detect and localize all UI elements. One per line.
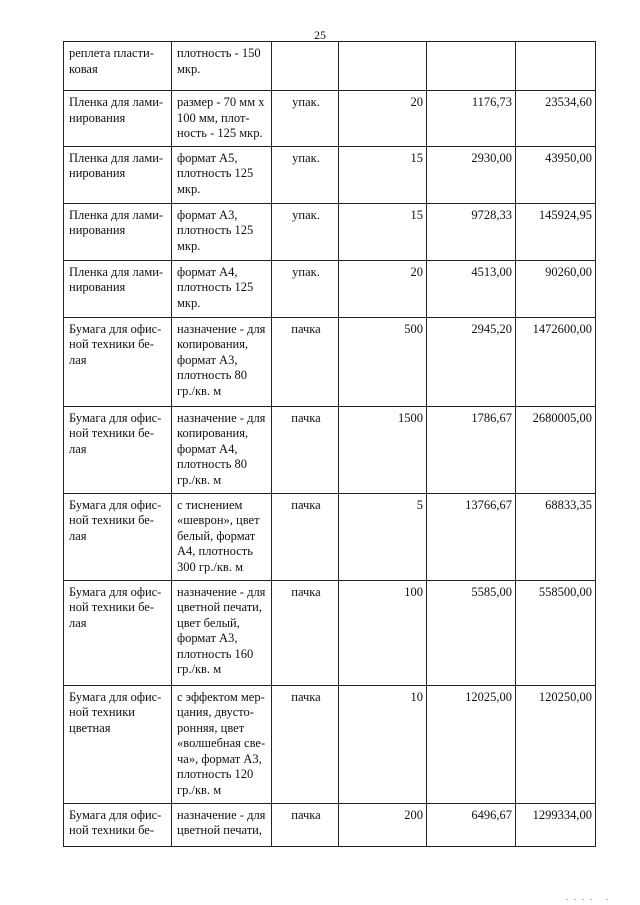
item-spec: формат А3, плотность 125 мкр. — [177, 207, 254, 253]
item-price: 13766,67 — [465, 497, 512, 512]
table-row — [64, 146, 596, 203]
item-name: Пленка для лами- нирования — [69, 264, 164, 294]
item-name: Бумага для офис- ной техники бе- лая — [69, 584, 162, 630]
item-name: Бумага для офис- ной техники бе- лая — [69, 497, 162, 543]
table-row — [64, 406, 596, 493]
item-spec-cell — [172, 203, 272, 260]
item-name-cell — [64, 580, 172, 685]
item-price: 12025,00 — [465, 689, 512, 704]
item-total-cell — [516, 406, 596, 493]
item-unit-cell — [272, 91, 339, 147]
item-spec: назначение - для копирования, формат А4, плотность 80 гр./кв. м — [177, 410, 266, 487]
item-quantity-cell — [339, 803, 427, 846]
item-total: 558500,00 — [538, 584, 592, 599]
item-quantity: 15 — [410, 207, 423, 222]
table-row — [64, 580, 596, 685]
item-unit: пачка — [291, 689, 321, 704]
item-unit-cell — [272, 42, 339, 91]
item-total-cell — [516, 580, 596, 685]
item-quantity-cell — [339, 580, 427, 685]
item-price-cell — [427, 406, 516, 493]
item-total: 1472600,00 — [532, 321, 592, 336]
item-spec: плотность - 150 мкр. — [177, 46, 261, 76]
item-quantity-cell — [339, 91, 427, 147]
item-spec: формат А5, плотность 125 мкр. — [177, 150, 254, 196]
item-quantity-cell — [339, 406, 427, 493]
item-total: 68833,35 — [545, 497, 592, 512]
item-price-cell — [427, 203, 516, 260]
item-name-cell — [64, 260, 172, 317]
item-unit-cell — [272, 317, 339, 406]
item-total: 43950,00 — [545, 150, 592, 165]
item-name: Бумага для офис- ной техники цветная — [69, 689, 162, 735]
goods-table — [63, 41, 596, 847]
item-quantity: 100 — [404, 584, 423, 599]
item-spec-cell — [172, 91, 272, 147]
item-name-cell — [64, 493, 172, 580]
item-quantity: 15 — [410, 150, 423, 165]
item-name-cell — [64, 42, 172, 91]
item-total-cell — [516, 685, 596, 803]
item-quantity-cell — [339, 317, 427, 406]
table-row — [64, 203, 596, 260]
item-spec-cell — [172, 260, 272, 317]
item-total-cell — [516, 493, 596, 580]
item-spec-cell — [172, 317, 272, 406]
item-total-cell — [516, 317, 596, 406]
item-quantity-cell — [339, 203, 427, 260]
item-unit-cell — [272, 203, 339, 260]
item-name-cell — [64, 146, 172, 203]
item-name: Пленка для лами- нирования — [69, 95, 164, 125]
item-name-cell — [64, 685, 172, 803]
item-name: реплета пласти- ковая — [69, 46, 154, 76]
goods-table-body — [64, 42, 596, 847]
item-total-cell — [516, 42, 596, 91]
item-price-cell — [427, 685, 516, 803]
item-quantity-cell — [339, 146, 427, 203]
item-price-cell — [427, 493, 516, 580]
item-name-cell — [64, 803, 172, 846]
item-quantity: 20 — [410, 95, 423, 109]
item-total: 90260,00 — [545, 264, 592, 279]
item-quantity: 10 — [410, 689, 423, 704]
table-row — [64, 493, 596, 580]
table-row — [64, 317, 596, 406]
item-unit-cell — [272, 580, 339, 685]
item-name: Бумага для офис- ной техники бе- лая — [69, 321, 162, 367]
item-name: Бумага для офис- ной техники бе- — [69, 807, 162, 837]
item-name-cell — [64, 317, 172, 406]
item-total: 2680005,00 — [532, 410, 592, 425]
item-unit-cell — [272, 406, 339, 493]
table-row — [64, 803, 596, 846]
item-total: 23534,60 — [545, 95, 592, 109]
item-spec-cell — [172, 42, 272, 91]
item-unit: упак. — [292, 207, 320, 222]
table-row — [64, 685, 596, 803]
item-price: 2930,00 — [471, 150, 512, 165]
item-quantity: 5 — [416, 497, 423, 512]
item-quantity: 200 — [404, 807, 423, 822]
item-quantity-cell — [339, 42, 427, 91]
item-total: 1299334,00 — [532, 807, 592, 822]
item-total: 120250,00 — [538, 689, 592, 704]
item-price-cell — [427, 803, 516, 846]
item-price-cell — [427, 580, 516, 685]
item-price: 1786,67 — [471, 410, 512, 425]
item-quantity-cell — [339, 685, 427, 803]
item-price: 9728,33 — [471, 207, 512, 222]
item-unit-cell — [272, 493, 339, 580]
item-unit: пачка — [291, 584, 321, 599]
item-spec: с тиснением «шеврон», цвет белый, формат А4, плотность 300 гр./кв. м — [177, 497, 260, 574]
item-price: 4513,00 — [471, 264, 512, 279]
item-price: 1176,73 — [471, 95, 512, 109]
item-spec-cell — [172, 685, 272, 803]
item-price: 2945,20 — [471, 321, 512, 336]
item-total-cell — [516, 260, 596, 317]
item-name-cell — [64, 203, 172, 260]
item-spec: назначение - для цветной печати, цвет белый, формат А3, плотность 160 гр./кв. м — [177, 584, 266, 676]
item-spec: размер - 70 мм х 100 мм, плот- ность - 125 мкр. — [177, 95, 265, 140]
item-name-cell — [64, 406, 172, 493]
item-unit: пачка — [291, 497, 321, 512]
item-price-cell — [427, 260, 516, 317]
footer-mark: . . . . . — [566, 893, 610, 902]
item-unit: упак. — [292, 264, 320, 279]
item-quantity: 20 — [410, 264, 423, 279]
item-name-cell — [64, 91, 172, 147]
item-spec: назначение - для цветной печати, — [177, 807, 266, 837]
item-unit-cell — [272, 260, 339, 317]
item-quantity-cell — [339, 260, 427, 317]
item-spec-cell — [172, 146, 272, 203]
page-number: 25 — [314, 28, 326, 42]
item-total-cell — [516, 91, 596, 147]
item-total-cell — [516, 146, 596, 203]
item-spec: формат А4, плотность 125 мкр. — [177, 264, 254, 310]
item-spec-cell — [172, 803, 272, 846]
item-price-cell — [427, 317, 516, 406]
item-unit: упак. — [292, 150, 320, 165]
table-row — [64, 91, 596, 147]
item-spec-cell — [172, 580, 272, 685]
item-name: Пленка для лами- нирования — [69, 150, 164, 180]
item-spec: с эффектом мер- цания, двусто- ронняя, цвет «волшебная све- ча», формат А3, плотность 120 гр./кв. м — [177, 689, 266, 797]
item-unit-cell — [272, 146, 339, 203]
table-row — [64, 42, 596, 91]
item-total: 145924,95 — [538, 207, 592, 222]
item-unit: пачка — [291, 807, 321, 822]
item-unit: упак. — [292, 95, 320, 109]
item-unit: пачка — [291, 410, 321, 425]
item-total-cell — [516, 203, 596, 260]
item-price-cell — [427, 42, 516, 91]
item-quantity-cell — [339, 493, 427, 580]
item-unit-cell — [272, 803, 339, 846]
item-total-cell — [516, 803, 596, 846]
item-unit: пачка — [291, 321, 321, 336]
item-quantity: 500 — [404, 321, 423, 336]
item-quantity: 1500 — [398, 410, 423, 425]
item-name: Пленка для лами- нирования — [69, 207, 164, 237]
item-spec-cell — [172, 493, 272, 580]
item-price-cell — [427, 91, 516, 147]
item-price: 6496,67 — [471, 807, 512, 822]
item-spec: назначение - для копирования, формат А3, плотность 80 гр./кв. м — [177, 321, 266, 398]
item-price-cell — [427, 146, 516, 203]
item-spec-cell — [172, 406, 272, 493]
item-unit-cell — [272, 685, 339, 803]
item-name: Бумага для офис- ной техники бе- лая — [69, 410, 162, 456]
item-price: 5585,00 — [471, 584, 512, 599]
table-row — [64, 260, 596, 317]
